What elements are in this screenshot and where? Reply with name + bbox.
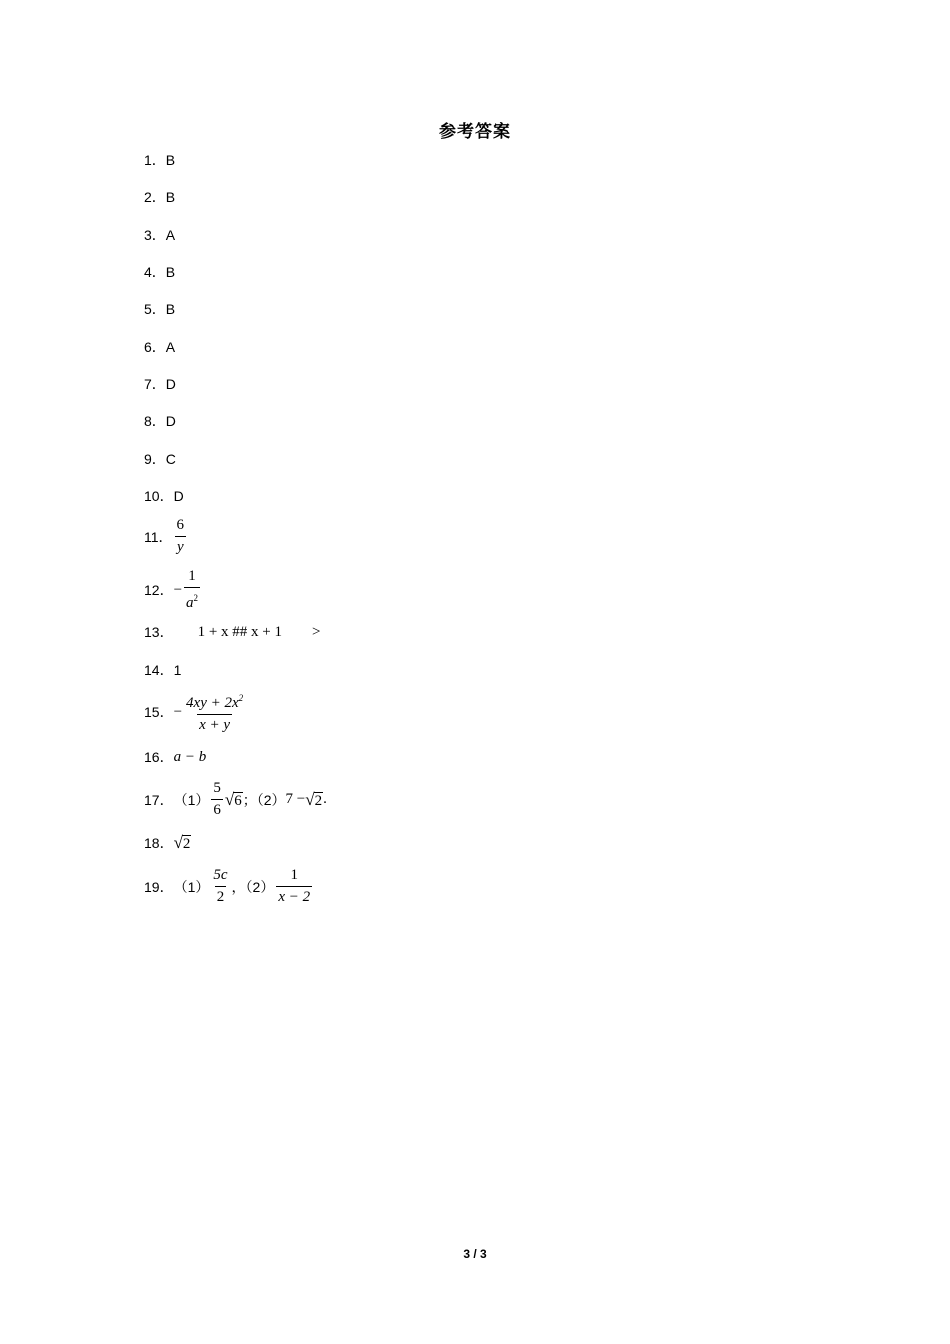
answer-value: A xyxy=(165,339,176,355)
page-number: 3 / 3 xyxy=(463,1247,487,1261)
square-root: √ 2 xyxy=(173,833,191,852)
denominator: 6 xyxy=(211,799,223,820)
answer-number: 12． xyxy=(144,582,174,598)
answer-8 xyxy=(144,411,176,431)
numerator: 5c xyxy=(213,867,228,883)
minus-sign: − xyxy=(173,581,183,598)
fraction xyxy=(175,516,187,557)
radicand: 2 xyxy=(182,836,191,852)
answer-value: B xyxy=(165,152,176,168)
answer-number: 16． xyxy=(144,749,174,765)
answer-16 xyxy=(144,747,206,767)
numerator-text: 4xy + 2x xyxy=(186,695,239,711)
answer-5 xyxy=(144,299,175,319)
answer-value: D xyxy=(165,413,176,429)
answer-number: 7． xyxy=(144,376,166,392)
answer-3 xyxy=(144,225,175,245)
answer-19 xyxy=(144,866,314,907)
answer-value: C xyxy=(165,451,176,467)
answer-number: 15． xyxy=(144,704,174,720)
answer-17 xyxy=(144,779,327,820)
answer-4 xyxy=(144,262,175,282)
answer-value: 1 xyxy=(173,662,182,678)
answer-number: 8． xyxy=(144,413,166,429)
numerator: 6 xyxy=(176,517,185,533)
answer-value: A xyxy=(165,227,176,243)
answer-13 xyxy=(144,622,320,642)
answer-number: 13． xyxy=(144,624,174,640)
answer-value: B xyxy=(165,301,176,317)
denominator-base: a xyxy=(186,595,194,611)
radicand: 6 xyxy=(234,792,242,809)
answer-value: D xyxy=(173,488,184,504)
numerator: 5 xyxy=(213,780,221,796)
expression: a − b xyxy=(173,748,207,765)
period: . xyxy=(323,791,327,807)
answer-7 xyxy=(144,374,176,394)
fraction xyxy=(184,567,200,613)
relation: > xyxy=(312,623,321,640)
answer-number: 18． xyxy=(144,835,174,851)
answer-number: 2． xyxy=(144,189,166,205)
numerator: 1 xyxy=(290,867,298,883)
part-label: （1） xyxy=(173,791,210,808)
answer-10 xyxy=(144,486,184,506)
answer-1 xyxy=(144,150,175,170)
numerator xyxy=(184,689,245,714)
denominator: x − 2 xyxy=(276,886,312,907)
fraction xyxy=(276,866,312,907)
answer-number: 10． xyxy=(144,488,174,504)
answer-number: 5． xyxy=(144,301,166,317)
denominator: y xyxy=(175,536,186,557)
minus-sign: − xyxy=(173,703,183,720)
square-root: √ 2 xyxy=(305,789,323,809)
answer-number: 9． xyxy=(144,451,166,467)
expression: 1 + x ## x + 1 xyxy=(197,623,282,640)
answer-12 xyxy=(144,567,202,613)
fraction xyxy=(211,866,229,907)
answer-6 xyxy=(144,337,175,357)
answer-15 xyxy=(144,689,247,735)
answer-number: 1． xyxy=(144,152,166,168)
answer-number: 19． xyxy=(144,878,174,895)
answer-number: 11． xyxy=(144,528,173,545)
fraction xyxy=(211,779,223,820)
separator: ，（2） xyxy=(231,878,275,895)
answer-18 xyxy=(144,833,191,853)
answer-number: 6． xyxy=(144,339,166,355)
denominator: 2 xyxy=(215,886,227,907)
answer-value: B xyxy=(165,264,176,280)
answer-number: 3． xyxy=(144,227,166,243)
answer-2 xyxy=(144,187,175,207)
exponent: 2 xyxy=(193,593,199,603)
page-title: 参考答案 xyxy=(439,122,511,141)
exponent: 2 xyxy=(238,693,244,703)
answer-value: B xyxy=(165,189,176,205)
answer-value: D xyxy=(165,376,176,392)
answer-14 xyxy=(144,660,181,680)
denominator: x + y xyxy=(197,714,232,735)
answer-number: 17． xyxy=(144,791,174,808)
denominator xyxy=(184,587,200,613)
part-label: （1） xyxy=(173,878,210,895)
answer-number: 14． xyxy=(144,662,174,678)
answer-11 xyxy=(144,516,188,557)
answer-9 xyxy=(144,449,176,469)
expression: 7 − xyxy=(285,791,306,807)
square-root: √ 6 xyxy=(224,789,242,809)
radicand: 2 xyxy=(314,792,323,809)
answer-number: 4． xyxy=(144,264,166,280)
numerator: 1 xyxy=(188,568,196,584)
fraction xyxy=(184,689,245,735)
separator: ；（2） xyxy=(242,791,286,808)
